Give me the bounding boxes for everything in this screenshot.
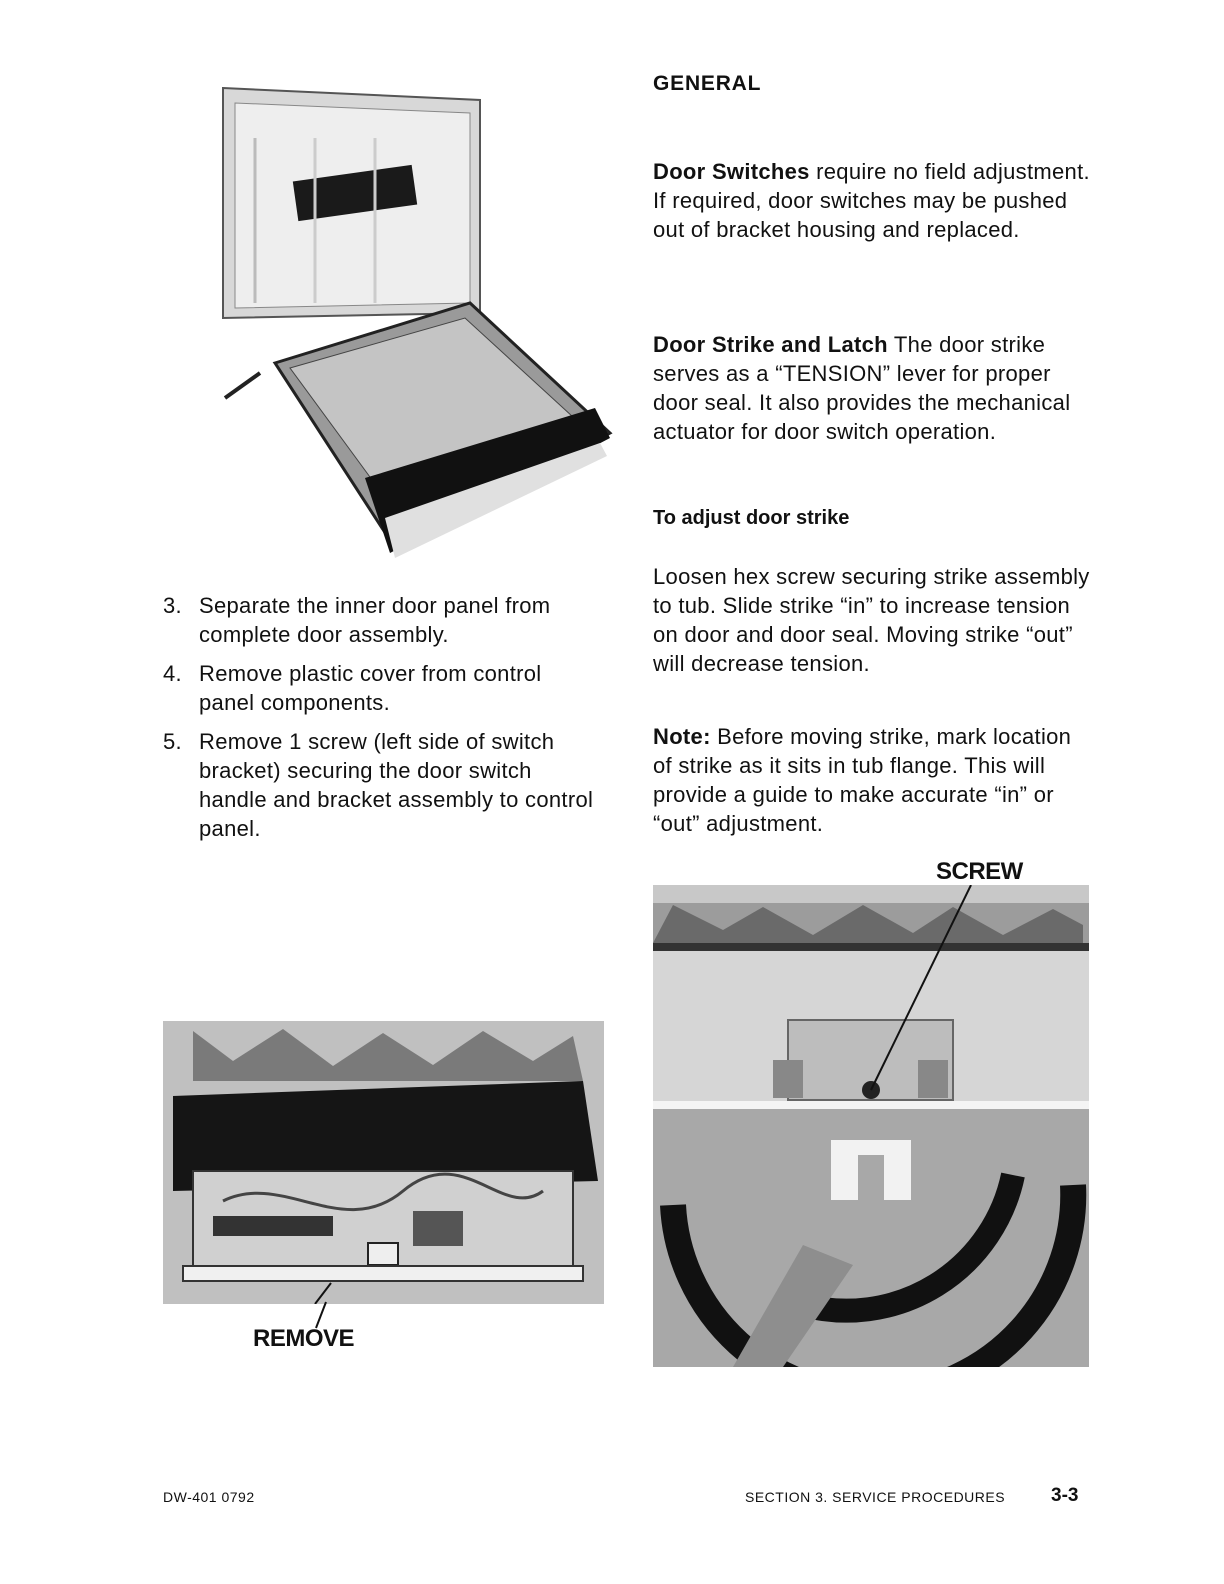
- adjust-door-strike-heading: To adjust door strike: [653, 507, 850, 529]
- note-label: Note:: [653, 724, 711, 749]
- step-number: 3.: [163, 593, 182, 618]
- document-id: DW-401 0792: [163, 1489, 255, 1505]
- control-panel-photo: [163, 1021, 604, 1304]
- step-text: Separate the inner door panel from complete door assembly.: [199, 593, 551, 647]
- note-paragraph: [653, 722, 1093, 838]
- remove-callout-label: REMOVE: [253, 1325, 355, 1352]
- step-number: 5.: [163, 729, 182, 754]
- door-strike-photo: [653, 885, 1089, 1367]
- step-item: [163, 659, 603, 717]
- section-title: SECTION 3. SERVICE PROCEDURES: [745, 1489, 1006, 1505]
- step-text: Remove plastic cover from control panel components.: [199, 661, 542, 715]
- step-item: [163, 591, 603, 649]
- note-body: Before moving strike, mark location of strike as it sits in tub flange. This will provide a guide to make accurate “in” or “out” adjustment.: [653, 724, 1072, 836]
- screw-callout-label: SCREW: [936, 858, 1023, 885]
- remove-callout-leader: [300, 1300, 330, 1330]
- door-switches-paragraph: [653, 157, 1093, 244]
- step-number: 4.: [163, 661, 182, 686]
- adjust-door-strike-paragraph: Loosen hex screw securing strike assembly to tub. Slide strike “in” to increase tension on door and door seal. Moving strike “out” will decrease tension.: [653, 564, 1090, 676]
- general-heading: GENERAL: [653, 72, 762, 95]
- door-switches-title: Door Switches: [653, 159, 810, 184]
- door-strike-title: Door Strike and Latch: [653, 332, 888, 357]
- step-text: Remove 1 screw (left side of switch bracket) securing the door switch handle and bracket assembly to control panel.: [199, 729, 594, 841]
- procedure-steps: [163, 591, 603, 853]
- door-strike-body: The door strike serves as a “TENSION” lever for proper door seal. It also provides the mechanical actuator for door switch operation.: [653, 332, 1071, 444]
- door-strike-paragraph: [653, 330, 1098, 446]
- step-item: [163, 727, 603, 843]
- dishwasher-open-door-photo: [215, 78, 635, 563]
- door-switches-body: require no field adjustment. If required, door switches may be pushed out of bracket housing and replaced.: [653, 159, 1090, 242]
- page-number: 3-3: [1051, 1485, 1079, 1506]
